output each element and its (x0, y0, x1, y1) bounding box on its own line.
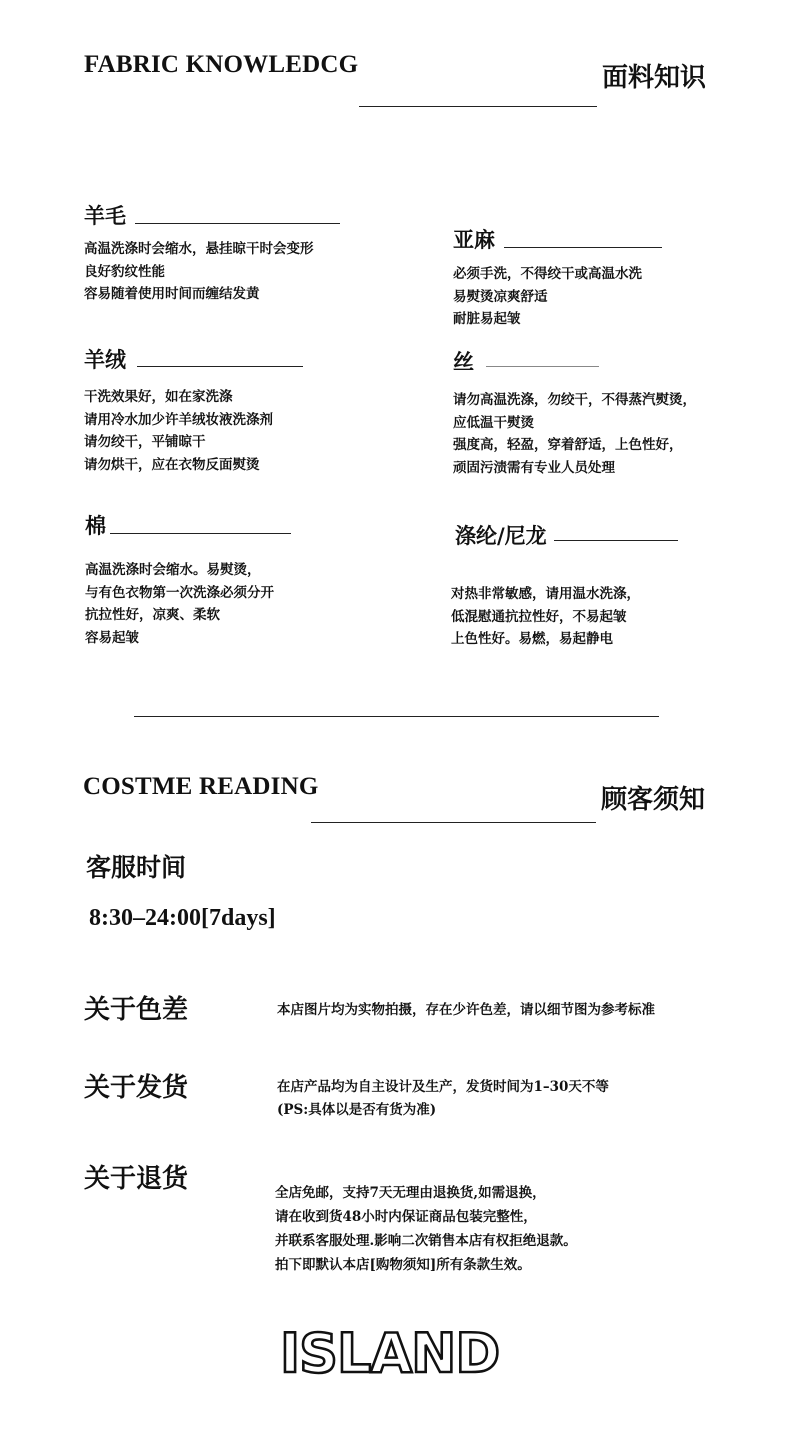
fabric-underline (135, 223, 340, 224)
fabric-line: 与有色衣物第一次洗涤必须分开 (85, 584, 274, 601)
customer-title-en: COSTME READING (83, 773, 319, 800)
fabric-name-wool: 羊毛 (84, 203, 126, 228)
notice-title-shipping: 关于发货 (84, 1073, 189, 1103)
fabric-desc-cotton (85, 559, 274, 649)
fabric-desc-polyester-nylon (451, 583, 640, 651)
fabric-line: 干洗效果好，如在家洗涤 (84, 389, 233, 405)
notice-line: 全店免邮，支持7天无理由退换货,如需退换， (275, 1185, 546, 1201)
fabric-underline (554, 540, 678, 541)
notice-body-color-difference (277, 998, 655, 1022)
fabric-name-cashmere: 羊绒 (84, 347, 126, 372)
fabric-line: 良好豹纹性能 (84, 263, 165, 280)
fabric-line: 容易随着使用时间而缠结发黄 (84, 286, 260, 302)
notice-line: 本店图片均为实物拍摄，存在少许色差，请以细节图为参考标准 (277, 1002, 655, 1018)
customer-header-divider (311, 822, 596, 823)
fabric-title-cn: 面料知识 (602, 63, 707, 93)
fabric-line: 请勿高温洗涤，勿绞干，不得蒸汽熨烫， (453, 392, 696, 408)
fabric-underline (504, 247, 662, 248)
fabric-name-cotton: 棉 (85, 513, 106, 538)
section-divider (134, 716, 659, 717)
fabric-title-en: FABRIC KNOWLEDCG (84, 51, 359, 78)
notice-line: 拍下即默认本店[购物须知]所有条款生效。 (275, 1257, 531, 1273)
notice-line: 在店产品均为自主设计及生产，发货时间为1–30天不等 (277, 1079, 609, 1095)
notice-line: 请在收到货48小时内保证商品包装完整性， (275, 1209, 537, 1225)
service-hours: 8:30–24:00[7days] (89, 905, 276, 931)
fabric-line: 耐脏易起皱 (453, 311, 521, 327)
fabric-underline (110, 533, 291, 534)
notice-body-returns (275, 1181, 577, 1277)
notice-line: 并联系客服处理.影响二次销售本店有权拒绝退款。 (275, 1233, 577, 1249)
fabric-line: 强度高，轻盈，穿着舒适，上色性好， (453, 437, 683, 453)
notice-title-returns: 关于退货 (84, 1164, 189, 1194)
notice-title-color-difference: 关于色差 (84, 995, 189, 1025)
fabric-underline (137, 366, 303, 367)
fabric-line: 高温洗涤时会缩水，悬挂晾干时会变形 (84, 241, 314, 257)
fabric-name-linen: 亚麻 (453, 227, 495, 252)
fabric-name-silk: 丝 (453, 349, 474, 374)
fabric-underline (486, 366, 599, 367)
fabric-line: 抗拉性好，凉爽、柔软 (85, 607, 220, 623)
fabric-desc-linen (453, 263, 642, 331)
brand-logo: ISLAND (280, 1322, 500, 1385)
customer-title-cn: 顾客须知 (601, 785, 706, 815)
fabric-line: 请用冷水加少许羊绒妆液洗涤剂 (84, 411, 273, 428)
fabric-line: 必须手洗，不得绞干或高温水洗 (453, 266, 642, 282)
fabric-line: 上色性好。易燃，易起静电 (451, 631, 613, 647)
fabric-header-divider (359, 106, 597, 107)
notice-body-shipping (277, 1076, 609, 1122)
service-time-label: 客服时间 (86, 853, 187, 882)
fabric-line: 顽固污渍需有专业人员处理 (453, 459, 615, 476)
fabric-desc-silk (453, 389, 696, 479)
fabric-line: 容易起皱 (85, 629, 139, 646)
fabric-line: 高温洗涤时会缩水。易熨烫， (85, 562, 261, 578)
fabric-desc-cashmere (84, 386, 273, 476)
fabric-line: 请勿烘干，应在衣物反面熨烫 (84, 456, 260, 473)
fabric-name-polyester-nylon: 涤纶/尼龙 (455, 523, 547, 548)
notice-line: (PS:具体以是否有货为准) (277, 1102, 437, 1118)
fabric-line: 低混慰通抗拉性好，不易起皱 (451, 608, 627, 625)
fabric-line: 请勿绞干，平铺晾干 (84, 434, 206, 450)
fabric-desc-wool (84, 238, 314, 306)
fabric-line: 易熨烫凉爽舒适 (453, 288, 548, 305)
fabric-line: 应低温干熨烫 (453, 414, 534, 431)
fabric-line: 对热非常敏感，请用温水洗涤， (451, 586, 640, 602)
